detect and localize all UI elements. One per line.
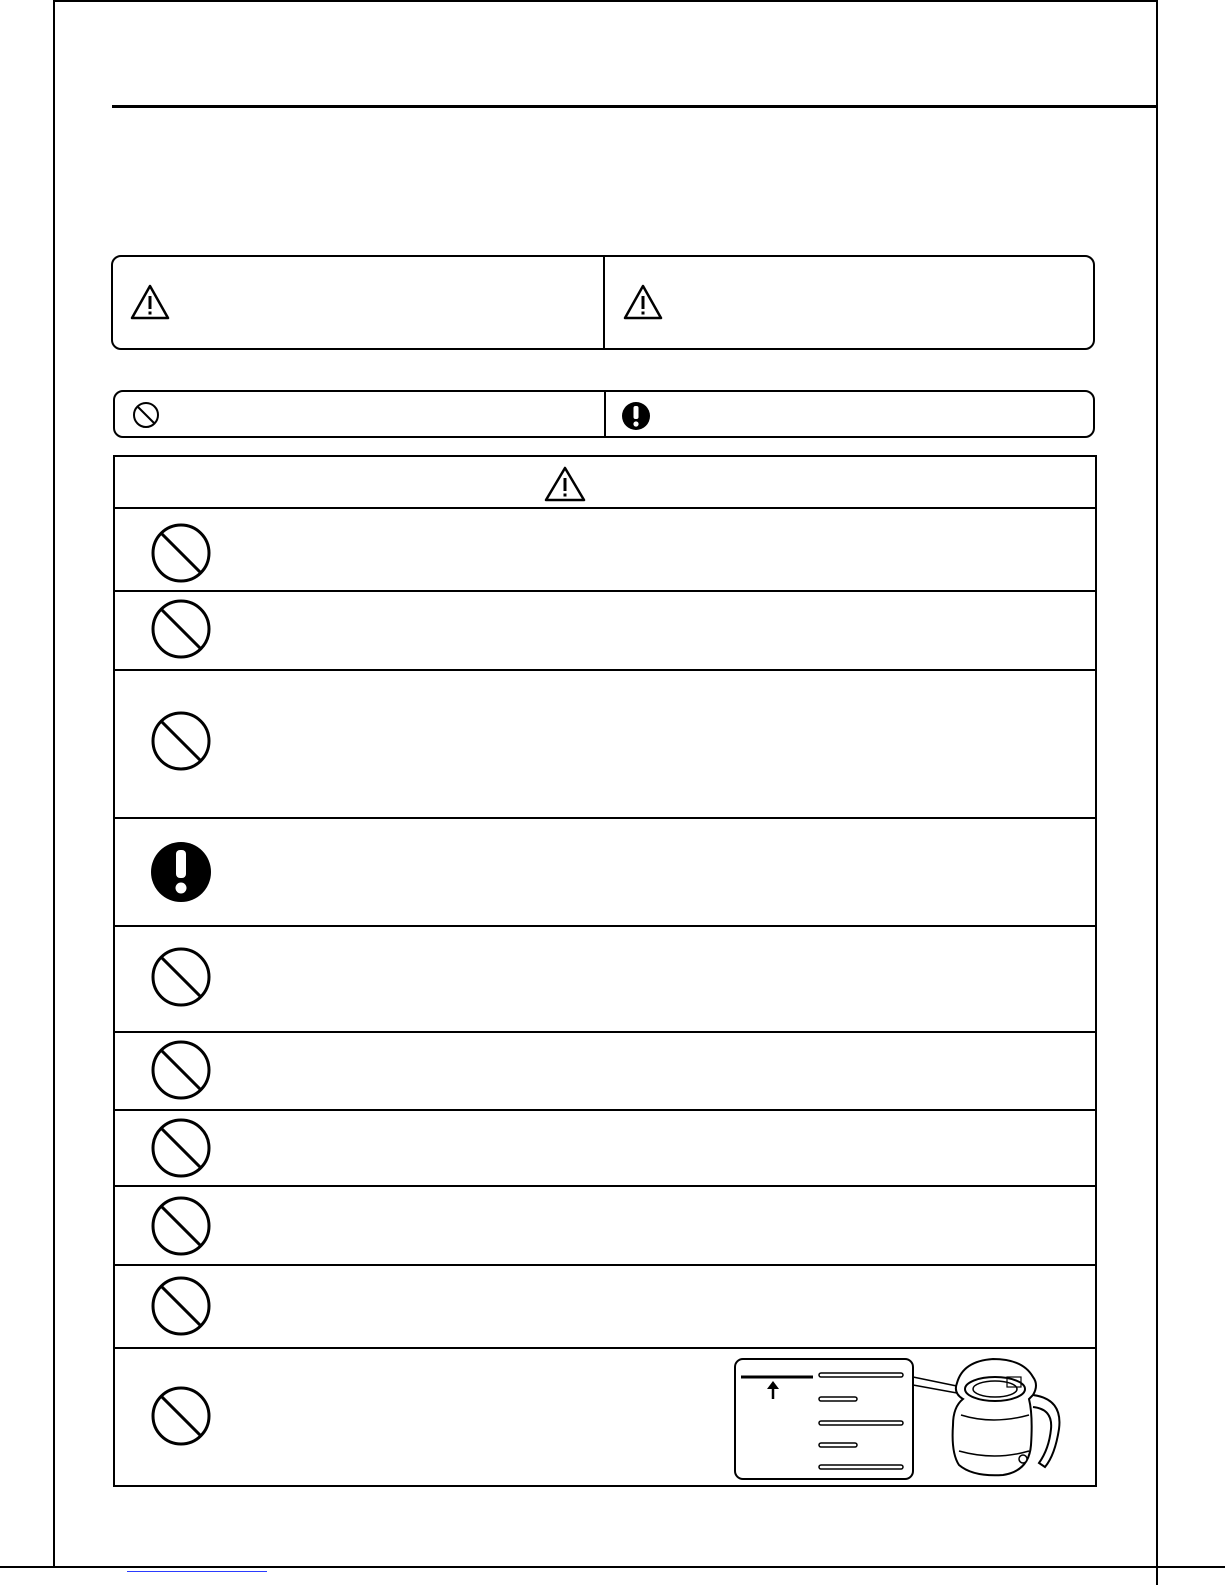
table-row <box>115 1031 1095 1109</box>
left-border <box>53 0 55 1568</box>
warning-triangle-icon <box>544 466 586 502</box>
prohibition-icon <box>150 1195 212 1257</box>
prohibition-icon <box>150 1117 212 1179</box>
signal-word-box <box>111 255 1095 350</box>
prohibition-icon <box>132 401 160 429</box>
warning-triangle-icon <box>130 284 170 320</box>
mandatory-exclamation-icon <box>150 841 212 903</box>
mandatory-exclamation-icon <box>621 401 651 431</box>
kettle-water-level-illustration <box>733 1355 1079 1483</box>
prohibition-icon <box>150 946 212 1008</box>
top-border <box>53 0 1158 2</box>
footer-link[interactable] <box>127 1557 267 1572</box>
right-border <box>1156 0 1158 1585</box>
table-row <box>115 925 1095 1031</box>
table-row <box>115 817 1095 925</box>
prohibition-icon <box>150 1039 212 1101</box>
symbol-legend-box <box>113 390 1095 438</box>
prohibition-icon <box>150 1385 212 1447</box>
warning-table <box>113 455 1097 1487</box>
warning-table-header <box>115 457 1095 507</box>
table-row <box>115 1185 1095 1264</box>
header-rule <box>112 105 1158 108</box>
prohibition-icon <box>150 598 212 660</box>
signal-word-divider <box>603 257 605 348</box>
prohibition-icon <box>150 1275 212 1337</box>
table-row <box>115 507 1095 590</box>
table-row <box>115 590 1095 669</box>
table-row <box>115 669 1095 817</box>
symbol-legend-divider <box>604 392 606 436</box>
prohibition-icon <box>150 522 212 584</box>
prohibition-icon <box>150 710 212 772</box>
warning-triangle-icon <box>623 284 663 320</box>
table-row <box>115 1264 1095 1347</box>
table-row <box>115 1347 1095 1485</box>
table-row <box>115 1109 1095 1185</box>
